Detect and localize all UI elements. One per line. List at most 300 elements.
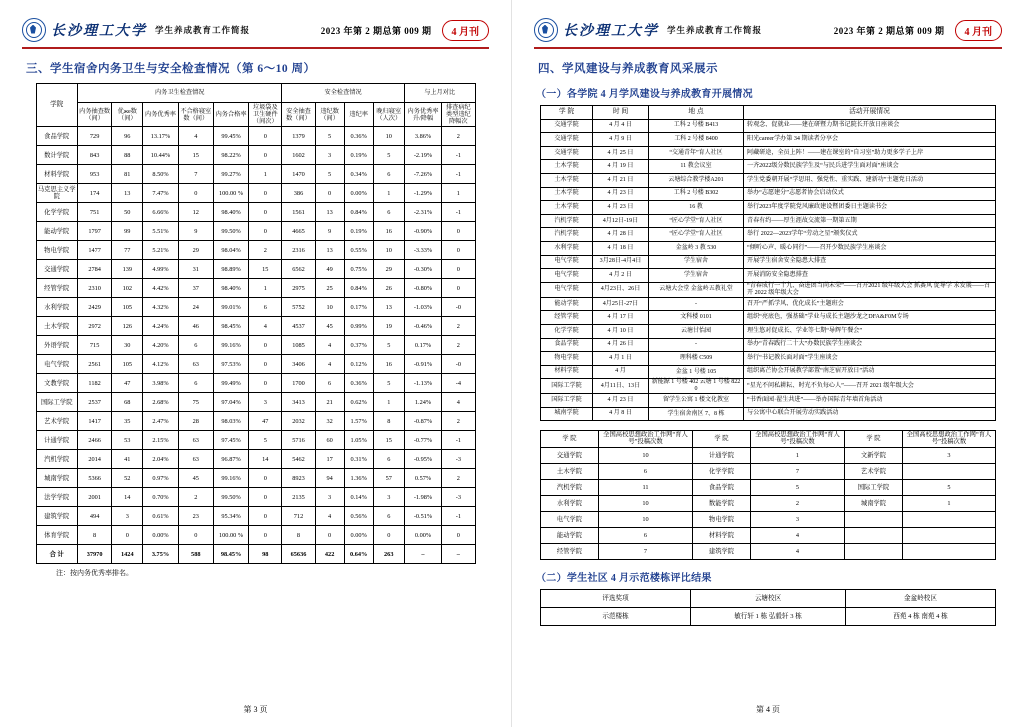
count-row-cell [845, 512, 903, 528]
table-row-cell: 19 [373, 317, 404, 336]
activity-row [541, 282, 996, 297]
table-row-cell: 4 [315, 336, 344, 355]
activity-row-cell: 经管学院 [541, 311, 593, 325]
activity-row-cell: 4月12日-19日 [593, 214, 649, 228]
table-row-cell: -0.77% [404, 431, 441, 450]
activity-row-cell: 云塘综合教学楼A201 [649, 173, 744, 187]
activity-row-cell: 组织“亮底色，强基础”学业与成长主题沙龙之DFA&F0M专场 [744, 311, 996, 325]
table-row-cell: 6 [373, 203, 404, 222]
table-row-cell: 0 [249, 507, 282, 526]
table-row-cell: -4 [442, 374, 475, 393]
col-h3: 不合格寝室数（间） [178, 103, 213, 127]
table-row-cell: 5 [249, 431, 282, 450]
count-row-cell: 10 [599, 448, 693, 464]
table-row-cell: 65636 [282, 545, 315, 564]
activity-row-cell: 4月23日、26日 [593, 282, 649, 297]
count-row-cell: 材料学院 [693, 528, 751, 544]
table-row-cell: 2975 [282, 279, 315, 298]
table-row-cell: 13 [315, 241, 344, 260]
table-row-cell: 0.55% [344, 241, 373, 260]
group-compare: 与上月对比 [404, 84, 475, 103]
table-row-cell: 98.40% [213, 203, 248, 222]
page-right [512, 0, 1024, 727]
table-row-cell: 2537 [78, 393, 112, 412]
table-row-cell: 2 [249, 241, 282, 260]
table-row-cell: 77 [112, 241, 143, 260]
table-row-cell: 3 [315, 146, 344, 165]
table-row-cell: 60 [315, 431, 344, 450]
activity-row [541, 365, 996, 379]
table-row-cell: 0 [178, 184, 213, 203]
table-row-cell: 6 [373, 450, 404, 469]
activity-row-cell: 土木学院 [541, 201, 593, 215]
activity-row [541, 160, 996, 174]
activity-row-cell: 4 月 4 日 [593, 119, 649, 133]
activity-row-cell: 交通学院 [541, 146, 593, 160]
activity-row-cell: 学生宿舍南区 7、8 栋 [649, 407, 744, 421]
activity-row-cell: 4 月 23 日 [593, 187, 649, 201]
count-row [541, 512, 996, 528]
activity-row [541, 201, 996, 215]
table-row-cell: 2 [442, 469, 475, 488]
table-row-cell: 4 [442, 393, 475, 412]
table-row-cell: 105 [112, 298, 143, 317]
table-row-cell: 6 [178, 336, 213, 355]
table-row-cell: 艺术学院 [36, 412, 78, 431]
table-row-cell: 2 [442, 127, 475, 146]
count-row-cell [903, 512, 996, 528]
table-row-cell: -3 [442, 488, 475, 507]
activity-row-cell: 阳光career学办第 34 期读者分享会 [744, 133, 996, 147]
activity-row-cell: 学生宿舍 [649, 269, 744, 283]
col-h1: 优же数（间） [112, 103, 143, 127]
activity-row-cell: 4 月 9 日 [593, 133, 649, 147]
table-row-cell: – [442, 545, 475, 564]
col-cnt-4: 学 院 [845, 431, 903, 448]
table-row-cell: 494 [78, 507, 112, 526]
count-row-cell: 计通学院 [693, 448, 751, 464]
table-row-cell: 49 [315, 260, 344, 279]
activity-row-cell: 4月25日-27日 [593, 297, 649, 311]
table-row-cell: 12 [178, 203, 213, 222]
table-row-cell: 953 [78, 165, 112, 184]
table-row-cell: 13 [315, 203, 344, 222]
table-row-cell: 2 [442, 412, 475, 431]
table-row-cell: 6 [373, 507, 404, 526]
university-logo-icon [22, 18, 46, 42]
table-row-cell: 35 [112, 412, 143, 431]
table-row-cell: 0 [315, 184, 344, 203]
table-row-cell: 2 [178, 488, 213, 507]
table-row-cell: 5.51% [143, 222, 178, 241]
activity-row-cell: 工科 2 号楼 8400 [649, 133, 744, 147]
table-row-cell: 52 [112, 469, 143, 488]
table-row [36, 374, 475, 393]
table-row-cell: 63 [178, 355, 213, 374]
page-number-left: 第 3 页 [243, 705, 268, 714]
activity-row-cell: 4 月 21 日 [593, 173, 649, 187]
activity-row-cell: 与公寓中心联合开展劳动实践活动 [744, 407, 996, 421]
activity-row-cell: 举行“书记教长面对面”学生座谈会 [744, 352, 996, 366]
table-row-cell: 263 [373, 545, 404, 564]
table-row-cell: 4537 [282, 317, 315, 336]
table-row-cell: 5752 [282, 298, 315, 317]
table-row-cell: 建筑学院 [36, 507, 78, 526]
count-row [541, 480, 996, 496]
group-safety: 安全检查情况 [282, 84, 404, 103]
count-row-cell: 10 [599, 512, 693, 528]
count-row-cell: 汽机学院 [541, 480, 599, 496]
table-row-cell: 0.19% [344, 146, 373, 165]
table-row-cell: 0.70% [143, 488, 178, 507]
table-row-cell: 1.57% [344, 412, 373, 431]
table-row-cell: 8 [373, 412, 404, 431]
activity-row-cell: 4 月 1 日 [593, 352, 649, 366]
table-row-cell: 0.36% [344, 374, 373, 393]
count-row-cell [903, 528, 996, 544]
table-row-cell: 3.98% [143, 374, 178, 393]
table-row-cell: 6 [373, 165, 404, 184]
activity-row-cell: 16 教 [649, 201, 744, 215]
table-row-cell: 102 [112, 279, 143, 298]
table-row-cell: 4665 [282, 222, 315, 241]
table-row-cell: -1.13% [404, 374, 441, 393]
table-row-cell: 99.16% [213, 469, 248, 488]
table-row-cell: 57 [373, 469, 404, 488]
table-row-cell: 16 [373, 222, 404, 241]
activity-row [541, 146, 996, 160]
table-row-cell: 外语学院 [36, 336, 78, 355]
table-row-cell: 98.04% [213, 241, 248, 260]
table-row-cell: -1.29% [404, 184, 441, 203]
table-row-cell: 1700 [282, 374, 315, 393]
table-row [36, 298, 475, 317]
table-row-cell: 物电学院 [36, 241, 78, 260]
table-row-cell: 68 [112, 393, 143, 412]
table-row [36, 146, 475, 165]
table-row-cell: -3.33% [404, 241, 441, 260]
table-row-cell: -1 [442, 507, 475, 526]
table-row-cell: 1417 [78, 412, 112, 431]
col-h6: 安全抽查数（间） [282, 103, 315, 127]
university-name: 长沙理工大学 [563, 24, 659, 39]
table-row-cell: 文教学院 [36, 374, 78, 393]
month-badge: 4 月刊 [442, 20, 490, 41]
activity-row-cell: 城南学院 [541, 407, 593, 421]
table-row-cell: 25 [315, 279, 344, 298]
table-row-cell: 24 [178, 298, 213, 317]
table-row-cell: -0.91% [404, 355, 441, 374]
table-row-cell: 46 [178, 317, 213, 336]
table-row-cell: 5 [315, 165, 344, 184]
col-act-academy: 学 院 [541, 106, 593, 120]
activity-row-cell: 汽机学院 [541, 214, 593, 228]
col-award-1: 云塘校区 [691, 590, 846, 608]
table-row-cell: 4.20% [143, 336, 178, 355]
table-row-cell: 0.84% [344, 203, 373, 222]
table-row-cell: 0.64% [344, 545, 373, 564]
table-row-cell: 4.42% [143, 279, 178, 298]
activity-row-cell: 一齐2022级分数民族学生及“与民兵进学生面对面”座谈会 [744, 160, 996, 174]
table-row-cell: 98.22% [213, 146, 248, 165]
table-row-cell: 0.14% [344, 488, 373, 507]
activity-table-body [541, 119, 996, 421]
activity-row [541, 214, 996, 228]
table-row-cell: 1 [373, 393, 404, 412]
count-row-cell: 2 [751, 496, 845, 512]
table-row-cell: 15 [373, 431, 404, 450]
table-row-cell: 97.45% [213, 431, 248, 450]
activity-row-cell: - [649, 338, 744, 352]
count-row-cell: 物电学院 [693, 512, 751, 528]
table-row-cell: 10.44% [143, 146, 178, 165]
table-row-cell: 98.03% [213, 412, 248, 431]
col-h0: 内务抽查数（间） [78, 103, 112, 127]
table-row-cell: 139 [112, 260, 143, 279]
table-row [36, 507, 475, 526]
table-row-cell: 75 [178, 393, 213, 412]
count-row-cell: 7 [751, 464, 845, 480]
table-row-cell: 63 [178, 450, 213, 469]
table-row-cell: 2972 [78, 317, 112, 336]
table-row-cell: 0.84% [344, 279, 373, 298]
activity-row-cell: 举办“志愿建分”志愿者协会启动仪式 [744, 187, 996, 201]
table-row-cell: 0.56% [344, 507, 373, 526]
table-row-cell: 0.00% [344, 526, 373, 545]
table-row-cell: 能动学院 [36, 222, 78, 241]
table-row-cell: 386 [282, 184, 315, 203]
table-row-cell: 5716 [282, 431, 315, 450]
table-row-cell: 15 [178, 146, 213, 165]
activity-row-cell: 材料学院 [541, 365, 593, 379]
table-row-cell: 4 [178, 127, 213, 146]
table-row-cell: 50 [112, 203, 143, 222]
table-row [36, 127, 475, 146]
activity-row [541, 255, 996, 269]
activity-row-cell: 留学生公寓 1 楼文化教室 [649, 394, 744, 408]
activity-row-cell: 4 月 26 日 [593, 338, 649, 352]
section-title-dorm: 三、学生宿舍内务卫生与安全检查情况（第 6～10 周） [26, 63, 316, 75]
count-row-cell: 土木学院 [541, 464, 599, 480]
table-row-cell: 13 [112, 184, 143, 203]
table-row [36, 526, 475, 545]
activity-row-cell: 4 月 23 日 [593, 394, 649, 408]
table-row-cell: 6 [315, 374, 344, 393]
table-row-cell: 10 [373, 127, 404, 146]
table-row-cell: 13.17% [143, 127, 178, 146]
table-row [36, 260, 475, 279]
activity-row-cell: 能动学院 [541, 297, 593, 311]
table-row-cell: 3.75% [143, 545, 178, 564]
activity-row-cell: 工科 2 号楼 B413 [649, 119, 744, 133]
table-row-cell: 2.47% [143, 412, 178, 431]
activity-row-cell: “青春成行一十九、奋进团当尚未荣”——召开2021 级年级大会 抓赛风 促导学 求发展——召开 2022 级年级大会 [744, 282, 996, 297]
table-row-cell: -0.46% [404, 317, 441, 336]
table-row-cell: 5.21% [143, 241, 178, 260]
table-row-cell: 0.75% [344, 260, 373, 279]
table-row-cell: 45 [315, 317, 344, 336]
activity-row-cell: 云塘甘怡园 [649, 324, 744, 338]
activity-table [540, 105, 996, 421]
table-row-cell: 交通学院 [36, 260, 78, 279]
table-row-cell: 95.34% [213, 507, 248, 526]
table-row-cell: 7 [178, 165, 213, 184]
count-row-cell: 建筑学院 [693, 544, 751, 560]
count-row [541, 544, 996, 560]
activity-row-cell: 电气学院 [541, 269, 593, 283]
count-row [541, 448, 996, 464]
table-row-cell: 化学学院 [36, 203, 78, 222]
table-row-cell: 2.04% [143, 450, 178, 469]
table-row-cell: 3 [373, 488, 404, 507]
activity-row-cell: 4月11日、13日 [593, 379, 649, 394]
col-cnt-1: 全国高校思想政治工作网“育人号”投稿次数 [599, 431, 693, 448]
table-row-cell: 10 [315, 298, 344, 317]
table-row-cell: 0 [249, 336, 282, 355]
activity-row-cell: 4 月 25 日 [593, 146, 649, 160]
col-h7: 违纪数（间） [315, 103, 344, 127]
table-row [36, 317, 475, 336]
table-row-cell: 1 [249, 279, 282, 298]
table-row-cell: 99.16% [213, 336, 248, 355]
activity-row-cell: 学生宿舍 [649, 255, 744, 269]
award-row-cell: 敏行轩 1 栋 弘毅轩 3 栋 [691, 608, 846, 626]
activity-row [541, 394, 996, 408]
table-row-cell: -0 [442, 355, 475, 374]
activity-row-cell: “匠心学堂”育人社区 [649, 228, 744, 242]
table-row-cell: 0.17% [344, 298, 373, 317]
col-h5: 垃圾袋及卫生硬件（间次） [249, 103, 282, 127]
count-row-cell [903, 544, 996, 560]
table-row-cell: 0.17% [404, 336, 441, 355]
table-row-cell: 4.32% [143, 298, 178, 317]
table-row-cell: 9 [315, 222, 344, 241]
table-row-cell: 2 [442, 317, 475, 336]
activity-row-cell: 交通学院 [541, 133, 593, 147]
table-row-cell: 41 [112, 450, 143, 469]
table-row-cell: 0 [249, 146, 282, 165]
table-row-cell: 6562 [282, 260, 315, 279]
activity-row-cell: 阿藏研途，全员上阵！——建在课室的“自习室”助力更多学子上岸 [744, 146, 996, 160]
activity-row-cell: 3月28日-4月4日 [593, 255, 649, 269]
table-row-cell: 2561 [78, 355, 112, 374]
col-award-2: 金盆岭校区 [846, 590, 996, 608]
table-row [36, 165, 475, 184]
table-row-cell: 588 [178, 545, 213, 564]
col-h9: 晚归寝室（人次） [373, 103, 404, 127]
activity-row-cell: 组织离芒协会开展教学部置“南芝宿开放日”活动 [744, 365, 996, 379]
col-h10: 内务优秀率升/降幅 [404, 103, 441, 127]
table-row-cell: 0.34% [344, 165, 373, 184]
activity-row-cell: 4 月 28 日 [593, 228, 649, 242]
table-row-cell: 0 [442, 526, 475, 545]
count-row-cell: 3 [751, 512, 845, 528]
count-row-cell: 3 [903, 448, 996, 464]
table-row-cell: 37970 [78, 545, 112, 564]
table-row-cell: 3 [112, 507, 143, 526]
table-row-cell: 0 [442, 222, 475, 241]
activity-row [541, 133, 996, 147]
dorm-inspection-table [36, 83, 476, 564]
table-row-cell: 8 [78, 526, 112, 545]
table-row-cell: 29 [178, 241, 213, 260]
table-row [36, 488, 475, 507]
activity-row [541, 119, 996, 133]
table-row-cell: 14 [249, 450, 282, 469]
table-row-cell: 2316 [282, 241, 315, 260]
award-row-cell: 示范楼栋 [541, 608, 691, 626]
table-row-cell: 0 [442, 260, 475, 279]
page-number-right: 第 4 页 [756, 705, 780, 714]
table-row-cell: -2.31% [404, 203, 441, 222]
activity-row-cell: “交通青年”育人社区 [649, 146, 744, 160]
activity-row-cell: 举办“青春践行二十大”办数民族学生座谈会 [744, 338, 996, 352]
table-row-cell: 0.57% [404, 469, 441, 488]
count-table-body [541, 448, 996, 560]
activity-row-cell: 国际工学院 [541, 394, 593, 408]
table-row-cell: 5462 [282, 450, 315, 469]
activity-row-cell: 物电学院 [541, 352, 593, 366]
table-row-cell: 5 [315, 127, 344, 146]
table-row-cell: 28 [178, 412, 213, 431]
count-row-cell: 国际工学院 [845, 480, 903, 496]
activity-row-cell: 新能源 1 号楼 402 云塘 1 号楼 8220 [649, 379, 744, 394]
table-row-cell: 99.50% [213, 488, 248, 507]
col-act-desc: 活动开展情况 [744, 106, 996, 120]
activity-row [541, 379, 996, 394]
table-row [36, 469, 475, 488]
table-row-cell: 105 [112, 355, 143, 374]
col-act-time: 时 间 [593, 106, 649, 120]
col-h11: 排查病纪类型违纪降幅次 [442, 103, 475, 127]
activity-row [541, 352, 996, 366]
table-row-cell: -1 [442, 146, 475, 165]
col-h8: 违纪率 [344, 103, 373, 127]
table-row-cell: 8.50% [143, 165, 178, 184]
table-row-cell: 100.00 % [213, 526, 248, 545]
activity-row-cell: 举行2023年度学院党风廉政建设暨团委日主题读书会 [744, 201, 996, 215]
activity-row-cell: “书香面园·翟生共进”——举办国际青年墙首角活动 [744, 394, 996, 408]
award-row [541, 608, 996, 626]
table-row-cell: -0.90% [404, 222, 441, 241]
table-row-cell: 法学学院 [36, 488, 78, 507]
table-row-cell: 13 [373, 298, 404, 317]
count-row-cell: 11 [599, 480, 693, 496]
table-row-cell: -0.95% [404, 450, 441, 469]
activity-row [541, 173, 996, 187]
table-row-cell: 1 [373, 184, 404, 203]
table-row-cell: 4 [315, 355, 344, 374]
activity-row-cell: 土木学院 [541, 160, 593, 174]
activity-row-cell: “倾听心声、暖心同行”——召开少数民族学生座谈会 [744, 241, 996, 255]
table-row-cell: 8 [282, 526, 315, 545]
table-row-cell: 88 [112, 146, 143, 165]
table-row-cell: 0.37% [344, 336, 373, 355]
issue-number: 2023 年第 2 期总第 009 期 [833, 25, 945, 36]
activity-row-cell: 学生党委朝开展“学思用、强党性、重实践、建新功”主题党日活动 [744, 173, 996, 187]
table-row-cell: 0 [249, 355, 282, 374]
table-row-cell: 1379 [282, 127, 315, 146]
count-row-cell [903, 464, 996, 480]
table-row-cell: -7.26% [404, 165, 441, 184]
activity-row-cell: 金盆岭 3 教 530 [649, 241, 744, 255]
col-cnt-3: 全国高校思想政治工作网“育人号”投稿次数 [751, 431, 845, 448]
table-row [36, 222, 475, 241]
table-row-cell: 材料学院 [36, 165, 78, 184]
table-row-cell: 4.99% [143, 260, 178, 279]
table-row-cell: -0.80% [404, 279, 441, 298]
col-cnt-2: 学 院 [693, 431, 751, 448]
